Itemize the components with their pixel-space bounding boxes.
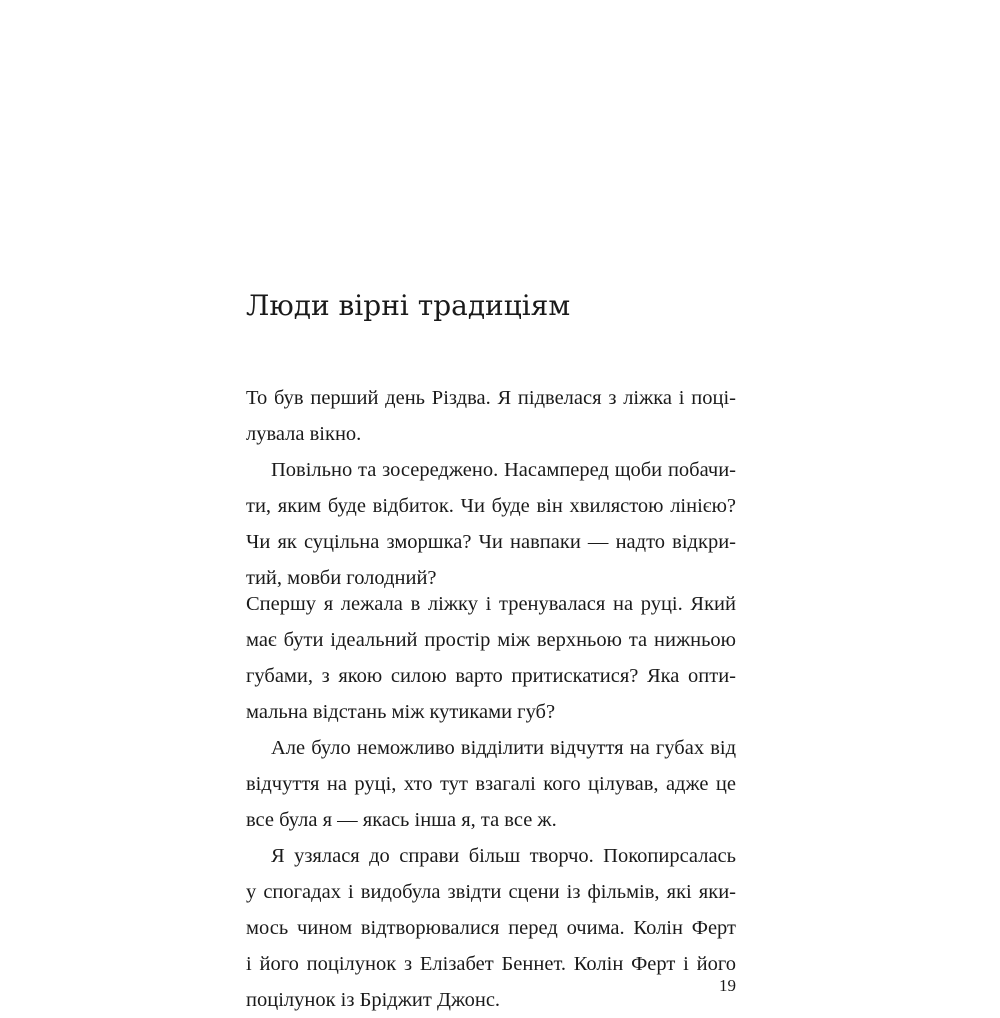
text-line: Я узялася до справи більш творчо. Покопирсалась — [271, 845, 736, 867]
text-line: лувала вікно. — [246, 423, 362, 445]
text-line: ти, яким буде відбиток. Чи буде він хвилястою лінією? — [246, 495, 736, 517]
text-line: Але було неможливо відділити відчуття на губах від — [271, 737, 736, 759]
text-line: все була я — якась інша я, та все ж. — [246, 809, 557, 831]
text-line: відчуття на руці, хто тут взагалі кого цілував, адже це — [246, 773, 736, 795]
text-line: поцілунок із Бріджит Джонс. — [246, 989, 501, 1011]
text-line: То був перший день Різдва. Я підвелася з ліжка і поці- — [246, 387, 736, 409]
text-line: Повільно та зосереджено. Насамперед щоби побачи- — [271, 459, 736, 481]
text-line: мось чином відтворювалися перед очима. Колін Ферт — [246, 917, 736, 939]
text-line: мальна відстань між кутиками губ? — [246, 701, 556, 723]
text-line: і його поцілунок з Елізабет Беннет. Колін Ферт і його — [246, 953, 736, 975]
text-line: у спогадах і видобула звідти сцени із фільмів, які яки- — [246, 881, 736, 903]
page-number: 19 — [719, 976, 736, 995]
text-line: тий, мовби голодний? — [246, 567, 437, 589]
text-line: має бути ідеальний простір між верхньою та нижньою — [246, 629, 736, 651]
text-line: Чи як суцільна зморшка? Чи навпаки — надто відкри- — [246, 531, 736, 553]
text-line: Спершу я лежала в ліжку і тренувалася на руці. Який — [246, 593, 736, 615]
text-line: губами, з якою силою варто притискатися? Яка опти- — [246, 665, 736, 687]
chapter-title: Люди вірні традиціям — [246, 289, 571, 322]
